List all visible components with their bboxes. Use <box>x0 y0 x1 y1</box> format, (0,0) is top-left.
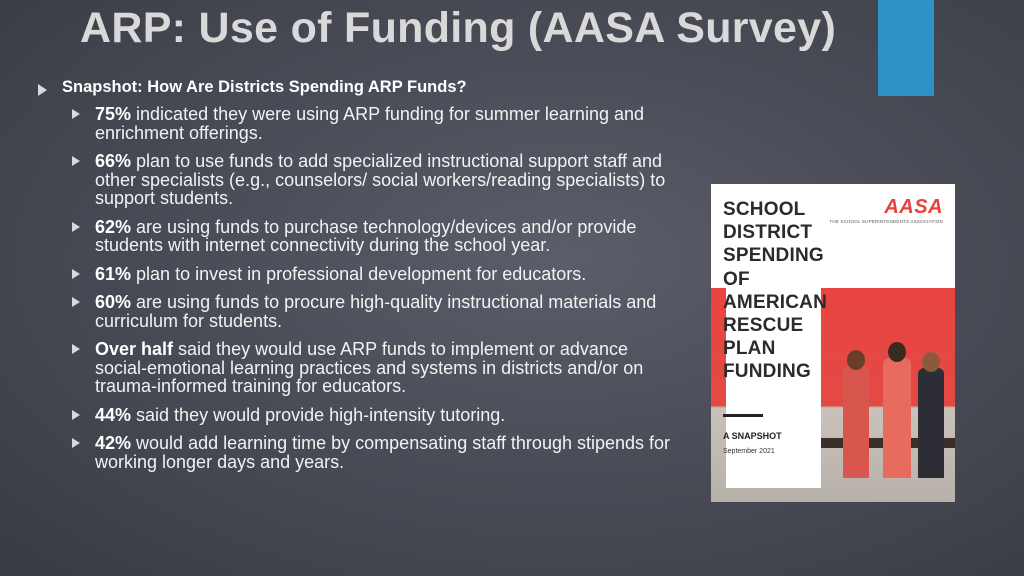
student-figure <box>883 358 911 478</box>
bullet-arrow-icon <box>38 84 47 96</box>
list-item <box>72 340 672 396</box>
list-item <box>72 152 672 208</box>
funding-bullet-list <box>72 105 672 481</box>
aasa-logo <box>829 196 943 224</box>
student-head <box>888 342 906 362</box>
cover-heading-line: SCHOOL <box>723 199 806 220</box>
item-text: said they would use ARP funds to implement or advance social-emotional learning practices and systems in districts and/or on trauma-informed training for educators. <box>95 339 644 396</box>
item-lead: 44% <box>95 404 132 425</box>
bullet-arrow-icon <box>72 109 80 119</box>
bullet-arrow-icon <box>72 269 80 279</box>
snapshot-heading: Snapshot: How Are Districts Spending ARP Funds? <box>62 78 467 96</box>
item-text: are using funds to procure high-quality instructional materials and curriculum for students. <box>95 292 657 331</box>
bullet-arrow-icon <box>72 297 80 307</box>
student-head <box>847 350 865 370</box>
list-item <box>72 406 672 425</box>
list-item <box>72 293 672 330</box>
bullet-arrow-icon <box>72 222 80 232</box>
cover-heading <box>723 198 827 384</box>
item-text: would add learning time by compensating staff through stipends for working longer days and years. <box>95 433 671 472</box>
cover-date: September 2021 <box>723 448 775 455</box>
item-lead: 66% <box>95 151 132 171</box>
list-item <box>72 434 672 471</box>
cover-heading-line: OF <box>723 268 750 290</box>
bullet-arrow-icon <box>72 156 80 166</box>
cover-heading-line: FUNDING <box>723 361 811 383</box>
item-lead: 62% <box>95 216 132 237</box>
logo-tagline: THE SCHOOL SUPERINTENDENTS ASSOCIATION <box>829 219 943 224</box>
slide-title: ARP: Use of Funding (AASA Survey) <box>80 4 837 52</box>
cover-heading-line: AMERICAN <box>723 291 827 313</box>
item-lead: 61% <box>95 263 132 284</box>
accent-bar <box>878 0 934 96</box>
item-text: said they would provide high-intensity tutoring. <box>131 404 506 425</box>
report-cover-image <box>711 184 955 502</box>
snapshot-heading-row <box>38 78 467 97</box>
student-head <box>922 352 940 372</box>
student-figure <box>843 366 869 478</box>
bullet-arrow-icon <box>72 438 80 448</box>
cover-heading-line: DISTRICT <box>723 222 813 244</box>
cover-heading-line: RESCUE <box>723 315 804 337</box>
item-lead: 60% <box>95 292 132 312</box>
item-lead: 75% <box>95 104 132 124</box>
item-lead: 42% <box>95 433 132 453</box>
item-text: plan to invest in professional development for educators. <box>131 263 587 284</box>
list-item <box>72 265 672 284</box>
item-lead: Over half <box>95 339 174 359</box>
student-figure <box>918 368 944 478</box>
cover-heading-line: PLAN <box>723 338 776 360</box>
list-item <box>72 218 672 255</box>
cover-divider <box>723 414 763 417</box>
item-text: plan to use funds to add specialized instructional support staff and other specialists (e.g., counselors/ social workers/reading specialists) to support students. <box>95 151 666 208</box>
bullet-arrow-icon <box>72 344 80 354</box>
item-text: indicated they were using ARP funding for summer learning and enrichment offerings. <box>95 104 644 143</box>
cover-subtitle: A SNAPSHOT <box>723 431 782 441</box>
item-text: are using funds to purchase technology/devices and/or provide students with internet connectivity during the school year. <box>95 216 637 255</box>
logo-text: AASA <box>884 196 943 218</box>
list-item <box>72 105 672 142</box>
bullet-arrow-icon <box>72 410 80 420</box>
cover-heading-line: SPENDING <box>723 245 824 267</box>
